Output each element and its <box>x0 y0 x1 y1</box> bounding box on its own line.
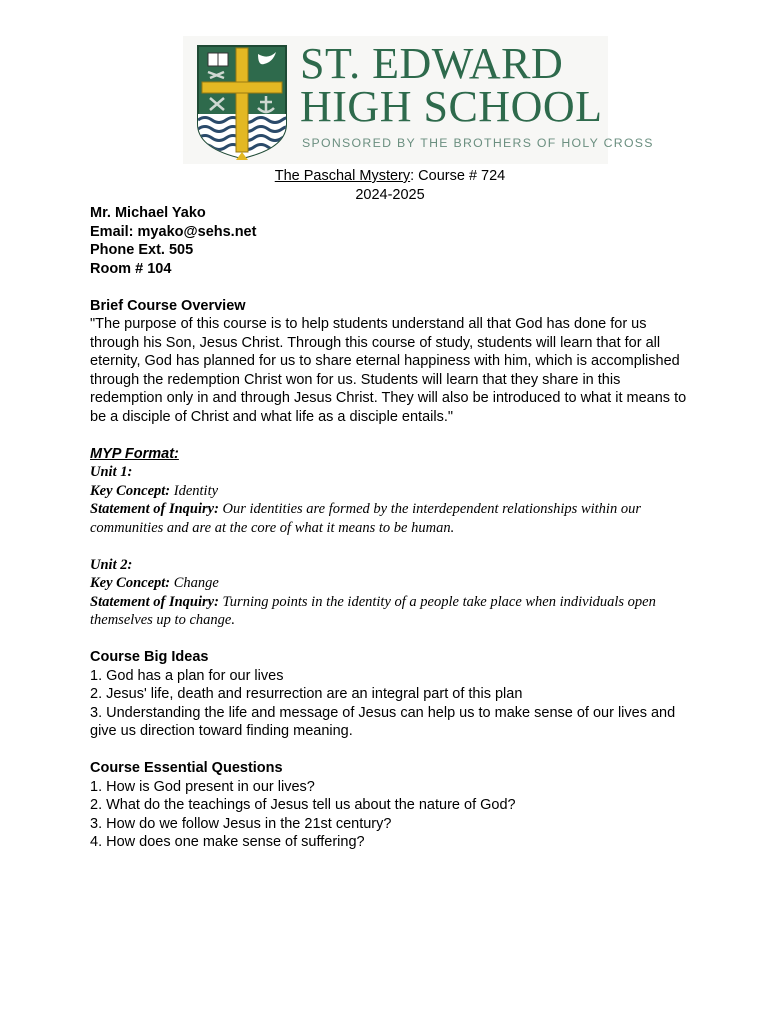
essential-question-item: 1. How is God present in our lives? <box>90 778 315 795</box>
big-idea-item: 3. Understanding the life and message of Jesus can help us to make sense of our lives and give us direction toward finding meaning. <box>90 704 676 739</box>
unit-1-key-concept: Identity <box>170 482 219 499</box>
unit-2-key-concept: Change <box>170 575 219 591</box>
school-year: 2024-2025 <box>355 186 425 203</box>
school-name-line1: ST. EDWARD <box>300 39 564 88</box>
school-name <box>300 39 603 131</box>
unit-1-label: Unit 1: <box>90 464 133 480</box>
course-title <box>90 167 690 186</box>
course-title-number: : Course # 724 <box>410 168 506 184</box>
essential-question-item: 4. How does one make sense of suffering? <box>90 834 365 850</box>
teacher-phone: Phone Ext. 505 <box>90 242 194 258</box>
essential-questions-heading: Course Essential Questions <box>90 760 283 776</box>
teacher-room: Room # 104 <box>90 260 172 277</box>
syllabus-body <box>90 166 690 852</box>
big-idea-item: 2. Jesus' life, death and resurrection are an integral part of this plan <box>90 686 523 702</box>
unit-2-label: Unit 2: <box>90 556 133 573</box>
school-crest <box>188 36 298 164</box>
teacher-name: Mr. Michael Yako <box>90 205 206 221</box>
school-name-line2: HIGH SCHOOL <box>300 82 603 131</box>
cross-vertical <box>236 48 248 152</box>
unit-1-key-concept-label: Key Concept: <box>90 482 171 499</box>
unit-2-key-concept-label: Key Concept: <box>90 575 171 591</box>
big-idea-item: 1. God has a plan for our lives <box>90 667 284 684</box>
unit-2 <box>90 556 690 630</box>
unit-2-soi-label: Statement of Inquiry: <box>90 593 219 610</box>
overview-heading: Brief Course Overview <box>90 297 246 314</box>
essential-question-item: 3. How do we follow Jesus in the 21st century? <box>90 815 392 832</box>
unit-2-soi: Turning points in the identity of a people take place when individuals open themselves up to change. <box>90 593 656 628</box>
myp-heading: MYP Format: <box>90 445 179 462</box>
unit-1-soi: Our identities are formed by the interdependent relationships within our communities and are at the core of what it means to be human. <box>90 501 641 536</box>
teacher-email: Email: myako@sehs.net <box>90 223 257 240</box>
big-ideas-heading: Course Big Ideas <box>90 649 209 665</box>
essential-question-item: 2. What do the teachings of Jesus tell us about the nature of God? <box>90 797 516 813</box>
sponsor-tagline: SPONSORED BY THE BROTHERS OF HOLY CROSS <box>302 136 654 150</box>
course-title-name: The Paschal Mystery <box>274 168 411 184</box>
unit-1 <box>90 463 690 537</box>
cross-horizontal <box>202 82 282 93</box>
overview-text: "The purpose of this course is to help students understand all that God has done for us through his Son, Jesus Christ. Through this course of study, students will learn that for all eternity, God has planned for us to share eternal happiness with him, which is accomplished through the redemption Christ won for us. Students will learn that they share in this redemption only in and through Jesus Christ. They will also be introduced to what it means to be a disciple of Christ and what life as a disciple entails." <box>90 316 687 425</box>
school-logo <box>183 36 654 164</box>
unit-1-soi-label: Statement of Inquiry: <box>90 501 219 517</box>
